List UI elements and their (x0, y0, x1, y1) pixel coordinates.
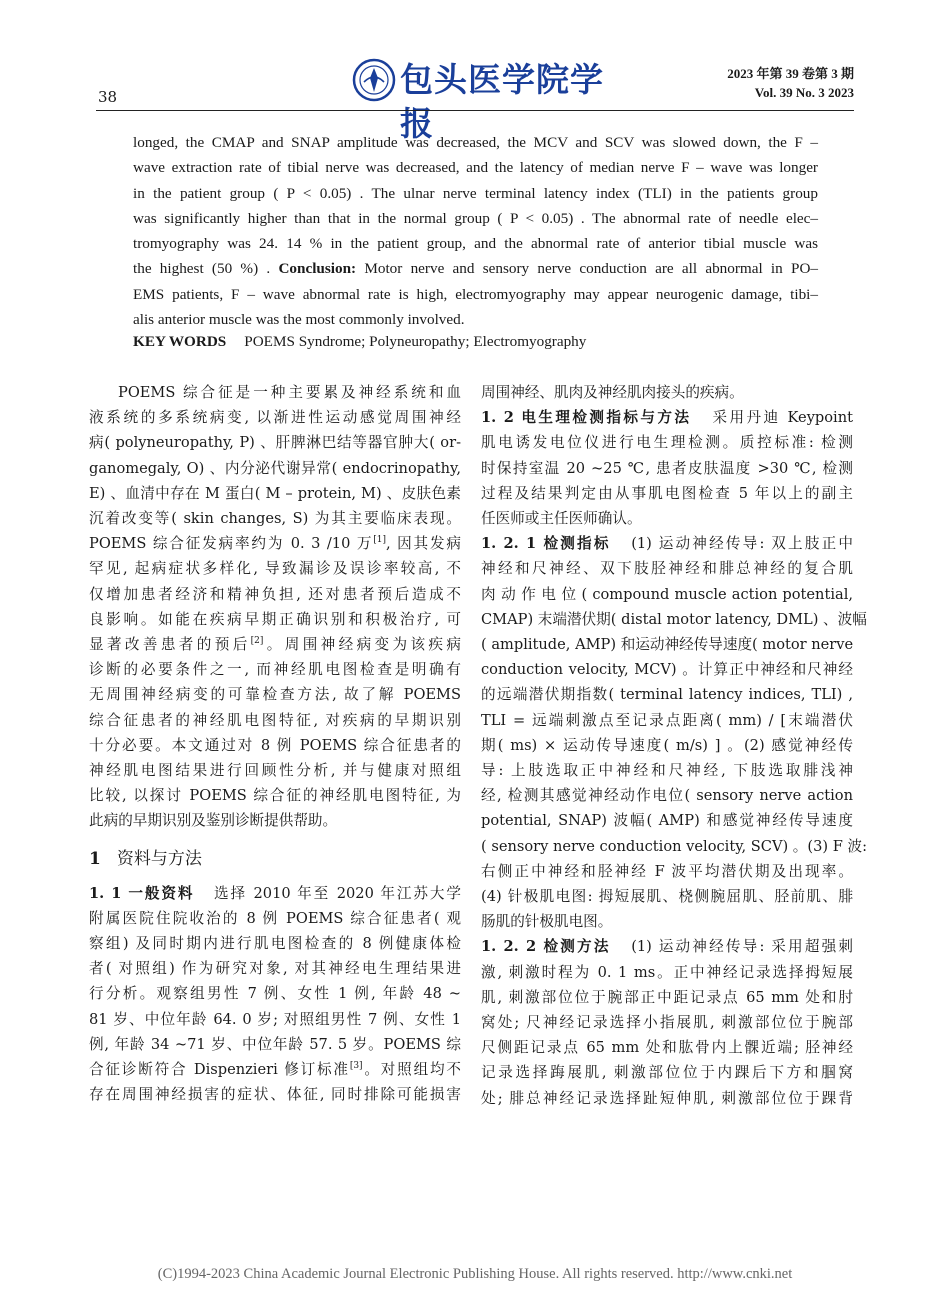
body-line: 十分必要。本文通过对 8 例 POEMS 综合征患者的 (89, 736, 461, 754)
keywords (133, 333, 586, 351)
body-line: 记录选择踇展肌, 刺激部位位于内踝后下方和腘窝 (481, 1064, 853, 1082)
right-column (481, 380, 867, 1111)
issue-en: Vol. 39 No. 3 2023 (754, 85, 854, 100)
body-line: 采用丹迪 Keypoint (712, 409, 853, 427)
body-line: 的远端潜伏期指数( terminal latency indices, TLI) , (481, 686, 853, 704)
body-line-ref3 (89, 1057, 461, 1082)
citation: [3] (349, 1061, 363, 1072)
citation: [1] (373, 535, 387, 546)
abstract-line: was significantly higher than that in the normal group ( P < 0.05) . The abnormal rate of needle elec– (133, 209, 818, 227)
body-line: 良影响。如能在疾病早期正确识别和积极治疗, 可 (89, 610, 461, 628)
issue-info (727, 64, 854, 102)
abstract (133, 130, 818, 332)
body-line: ganomegaly, O) 、内分泌代谢异常( endocrinopathy, (89, 459, 461, 477)
body-line: 右侧正中神经和胫神经 F 波平均潜伏期及出现率。 (481, 862, 853, 880)
body-line: 窝处; 尺神经记录选择小指展肌, 刺激部位位于腕部 (481, 1014, 853, 1032)
abstract-line: longed, the CMAP and SNAP amplitude was decreased, the MCV and SCV was slowed down, the F – (133, 134, 818, 151)
body-line: 此病的早期识别及鉴别诊断提供帮助。 (89, 812, 338, 830)
body-line: 者( 对照组) 作为研究对象, 对其神经电生理结果进 (89, 960, 461, 978)
header-rule (96, 110, 854, 111)
abstract-line: the highest (50 %) . (133, 260, 271, 278)
body-line: ( amplitude, AMP) 和运动神经传导速度( motor nerve (481, 636, 854, 654)
body-line: 选择 2010 年至 2020 年江苏大学 (213, 884, 461, 902)
body-line-ref2 (89, 632, 461, 657)
subsection-line (89, 881, 461, 906)
body-line: 仅增加患者经济和精神负担, 还对患者预后造成不 (89, 585, 461, 603)
body-line: potential, SNAP) 波幅( AMP) 和感觉神经传导速度 (481, 812, 853, 830)
keywords-label: KEY WORDS (133, 333, 227, 350)
body-line: ( sensory nerve conduction velocity, SCV) 。(3) F 波: (481, 837, 867, 855)
body-line: POEMS 综合征发病率约为 0. 3 /10 万 (89, 535, 374, 553)
body-line: 诊断的必要条件之一, 而神经肌电图检查是明确有 (89, 661, 461, 679)
abstract-line: EMS patients, F – wave abnormal rate is high, electromyography may appear neurogenic damage, tibi– (133, 285, 818, 303)
body-line: 神经肌电图结果进行回顾性分析, 并与健康对照组 (89, 762, 461, 780)
body-line: 经, 检测其感觉神经动作电位( sensory nerve action (481, 787, 853, 805)
body-line: 罕见, 起病症状多样化, 导致漏诊及误诊率较高, 不 (89, 560, 461, 578)
body-line: conduction velocity, MCV) 。计算正中神经和尺神经 (481, 661, 853, 679)
body-line: E) 、血清中存在 M 蛋白( M – protein, M) 、皮肤色素 (89, 484, 461, 502)
body-line: (1) 运动神经传导: 采用超强刺 (631, 938, 853, 956)
body-line: 时保持室温 20 ~25 ℃, 患者皮肤温度 >30 ℃, 检测 (481, 459, 853, 477)
journal-logo (352, 58, 614, 143)
body-line: 无周围神经病变的可靠检查方法, 故了解 POEMS (89, 686, 461, 704)
body-line: 例, 年龄 34 ~71 岁、中位年龄 57. 5 岁。POEMS 综 (89, 1035, 461, 1053)
section-number: 1 (89, 848, 101, 869)
body-line: 导: 上肢选取正中神经和尺神经, 下肢选取腓浅神 (481, 762, 853, 780)
left-column (89, 380, 461, 1107)
subsection-heading: 1. 2 电生理检测指标与方法 (481, 409, 692, 427)
body-line: 病( polyneuropathy, P) 、肝脾淋巴结等器官肿大( or- (89, 434, 461, 452)
body-line: 。对照组均不 (362, 1061, 461, 1079)
body-line: 处; 腓总神经记录选择趾短伸肌, 刺激部位位于踝背 (481, 1089, 853, 1107)
abstract-line: tromyography was 24. 14 % in the patient group, and the abnormal rate of anterior tibial muscle was (133, 235, 818, 253)
body-line: 肌, 刺激部位位于腕部正中距记录点 65 mm 处和肘 (481, 988, 853, 1006)
body-line: 液系统的多系统病变, 以渐进性运动感觉周围神经 (89, 409, 461, 427)
page-number: 38 (98, 88, 118, 106)
body-line: 。周围神经病变为该疾病 (263, 636, 461, 654)
body-line: 期( ms) × 运动传导速度( m/s) ] 。(2) 感觉神经传 (481, 736, 853, 754)
abstract-line-conclusion (133, 256, 818, 281)
body-line: 肠肌的针极肌电图。 (481, 913, 613, 931)
citation: [2] (250, 636, 264, 647)
body-line: 过程及结果判定由从事肌电图检查 5 年以上的副主 (481, 484, 853, 502)
journal-name: 包头医学院学报 (400, 60, 604, 143)
journal-emblem-icon (352, 58, 396, 102)
subsection-heading: 1. 2. 1 检测指标 (481, 535, 611, 553)
body-line: POEMS 综合征是一种主要累及神经系统和血 (118, 384, 461, 401)
body-line: 合征诊断符合 Dispenzieri 修订标准 (89, 1061, 350, 1079)
body-line: 比较, 以探讨 POEMS 综合征的神经肌电图特征, 为 (89, 787, 461, 805)
body-line: 81 岁、中位年龄 64. 0 岁; 对照组男性 7 例、女性 1 (89, 1010, 461, 1028)
body-line: 附属医院住院收治的 8 例 POEMS 综合征患者( 观 (89, 909, 461, 927)
body-line: 存在周围神经损害的症状、体征, 同时排除可能损害 (89, 1086, 461, 1104)
subsection-line (481, 405, 853, 430)
abstract-line: wave extraction rate of tibial nerve was decreased, and the latency of median nerve F – wave was longer (133, 159, 818, 177)
conclusion-text: Motor nerve and sensory nerve conduction are all abnormal in PO– (356, 260, 818, 278)
body-line: TLI = 远端刺激点至记录点距离( mm) / [末端潜伏 (481, 711, 853, 729)
abstract-line: alis anterior muscle was the most commonly involved. (133, 311, 465, 329)
body-line: (4) 针极肌电图: 拇短展肌、桡侧腕屈肌、胫前肌、腓 (481, 888, 853, 906)
conclusion-label: Conclusion: (278, 260, 357, 278)
body-line: 激, 刺激时程为 0. 1 ms。正中神经记录选择拇短展 (481, 963, 853, 981)
body-line: 尺侧距记录点 65 mm 处和肱骨内上髁近端; 胫神经 (481, 1039, 853, 1057)
subsection-line (481, 934, 853, 959)
subsection-line (481, 531, 853, 556)
body-line: (1) 运动神经传导: 双上肢正中 (631, 535, 853, 553)
body-line: 任医师或主任医师确认。 (481, 510, 642, 528)
body-line: CMAP) 末端潜伏期( distal motor latency, DML) 、波幅 (481, 610, 867, 628)
subsection-heading: 1. 1 一般资料 (89, 884, 195, 902)
body-line: 行分析。观察组男性 7 例、女性 1 例, 年龄 48 ~ (89, 985, 461, 1003)
body-line: 察组) 及同时期内进行肌电图检查的 8 例健康体检 (89, 935, 461, 953)
body-line-ref1 (89, 531, 461, 556)
keywords-text: POEMS Syndrome; Polyneuropathy; Electromyography (244, 333, 587, 350)
body-line: 周围神经、肌肉及神经肌肉接头的疾病。 (481, 384, 744, 401)
issue-cn: 2023 年第 39 卷第 3 期 (727, 66, 854, 81)
section-title: 资料与方法 (116, 848, 202, 869)
copyright-footer: (C)1994-2023 China Academic Journal Electronic Publishing House. All rights reserved. http://www.cnki.net (157, 1266, 793, 1282)
body-line: 肉 动 作 电 位 ( compound muscle action potential, (481, 585, 853, 603)
body-line: 沉着改变等( skin changes, S) 为其主要临床表现。 (89, 510, 461, 528)
body-line: 综合征患者的神经肌电图特征, 对疾病的早期识别 (89, 711, 461, 729)
section-heading (89, 847, 461, 871)
body-line: 神经和尺神经、双下肢胫神经和腓总神经的复合肌 (481, 560, 853, 578)
body-line: 显著改善患者的预后 (89, 636, 251, 654)
body-line: 肌电诱发电位仪进行电生理检测。质控标准: 检测 (481, 434, 853, 452)
body-line: , 因其发病 (386, 535, 461, 553)
subsection-heading: 1. 2. 2 检测方法 (481, 938, 611, 956)
abstract-line: in the patient group ( P < 0.05) . The ulnar nerve terminal latency index (TLI) in the patients group (133, 184, 818, 202)
